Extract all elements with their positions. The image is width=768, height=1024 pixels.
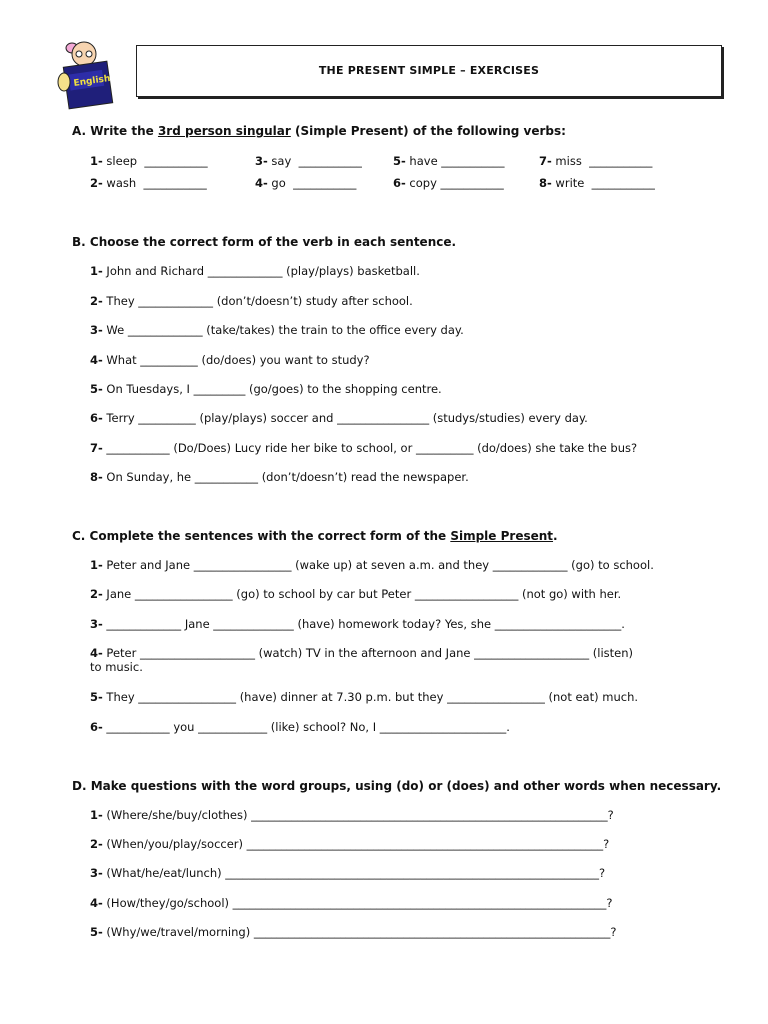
exercise-line: 6- ___________ you ____________ (like) school? No, I ______________________. xyxy=(90,720,510,734)
exercise-line: 4- (How/they/go/school) _________________________________________________________________? xyxy=(90,896,613,910)
section-b-heading: B. Choose the correct form of the verb in each sentence. xyxy=(72,235,457,249)
exercise-line: 5- (Why/we/travel/morning) ______________________________________________________________? xyxy=(90,925,617,939)
verb-item: 6- copy ___________ xyxy=(393,176,504,190)
exercise-line: 2- Jane _________________ (go) to school by car but Peter __________________ (not go) with her. xyxy=(90,587,622,601)
verb-item: 8- write ___________ xyxy=(539,176,655,190)
exercise-line-continuation: to music. xyxy=(90,660,143,674)
exercise-line: 7- ___________ (Do/Does) Lucy ride her bike to school, or __________ (do/does) she take the bus? xyxy=(90,441,638,455)
exercise-line: 3- _____________ Jane ______________ (have) homework today? Yes, she ______________________. xyxy=(90,617,625,631)
verb-item: 2- wash ___________ xyxy=(90,176,207,190)
exercise-line: 6- Terry __________ (play/plays) soccer and ________________ (studys/studies) every day. xyxy=(90,411,588,425)
verb-item: 1- sleep ___________ xyxy=(90,154,208,168)
verb-item: 3- say ___________ xyxy=(255,154,362,168)
exercise-line: 3- We _____________ (take/takes) the train to the office every day. xyxy=(90,323,464,337)
exercise-line: 4- Peter ____________________ (watch) TV in the afternoon and Jane ____________________ (listen) xyxy=(90,646,634,660)
english-teacher-logo-icon xyxy=(52,38,136,112)
verb-item: 5- have ___________ xyxy=(393,154,505,168)
exercise-line: 8- On Sunday, he ___________ (don’t/doesn’t) read the newspaper. xyxy=(90,470,469,484)
header-box xyxy=(136,45,722,97)
exercise-line: 5- They _________________ (have) dinner at 7.30 p.m. but they _________________ (not eat) much. xyxy=(90,690,639,704)
verb-item: 4- go ___________ xyxy=(255,176,357,190)
page-title: THE PRESENT SIMPLE – EXERCISES xyxy=(318,64,540,77)
exercise-line: 1- (Where/she/buy/clothes) ______________________________________________________________? xyxy=(90,808,614,822)
logo-label: English xyxy=(73,73,111,89)
exercise-line: 1- Peter and Jane _________________ (wake up) at seven a.m. and they _____________ (go) to school. xyxy=(90,558,654,572)
section-a-heading: A. Write the 3rd person singular (Simple Present) of the following verbs: xyxy=(72,124,566,138)
exercise-line: 3- (What/he/eat/lunch) _________________________________________________________________? xyxy=(90,866,606,880)
exercise-line: 2- They _____________ (don’t/doesn’t) study after school. xyxy=(90,294,413,308)
exercise-line: 1- John and Richard _____________ (play/plays) basketball. xyxy=(90,264,420,278)
section-c-heading: C. Complete the sentences with the correct form of the Simple Present. xyxy=(72,529,558,543)
exercise-line: 4- What __________ (do/does) you want to study? xyxy=(90,353,370,367)
exercise-line: 2- (When/you/play/soccer) ______________________________________________________________? xyxy=(90,837,610,851)
exercise-line: 5- On Tuesdays, I _________ (go/goes) to the shopping centre. xyxy=(90,382,442,396)
verb-item: 7- miss ___________ xyxy=(539,154,653,168)
section-d-heading: D. Make questions with the word groups, using (do) or (does) and other words when necessary. xyxy=(72,779,722,793)
